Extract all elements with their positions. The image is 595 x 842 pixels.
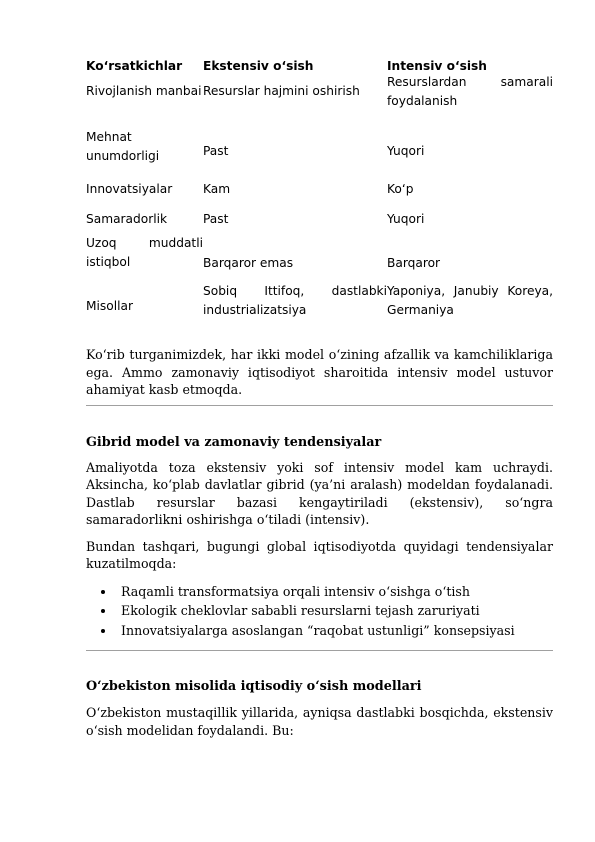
table-cell: [86, 234, 203, 282]
list-item: [86, 621, 553, 641]
list-item: [86, 601, 553, 621]
table-row: [86, 282, 553, 330]
trends-list: [86, 582, 553, 641]
table-row: [86, 204, 553, 234]
list-item-text: Ekologik cheklovlar sababli resurslarni tejash zaruriyati: [121, 603, 480, 618]
table-cell: Barqaror emas: [203, 255, 294, 270]
bullet-icon: [101, 609, 105, 613]
table-cell: [387, 75, 553, 128]
table-cell: [86, 128, 203, 174]
section-title-hybrid: Gibrid model va zamonaviy tendensiyalar: [86, 434, 382, 450]
list-item-text: Raqamli transformatsiya orqali intensiv o‘sishga o‘tish: [121, 583, 470, 599]
paragraph-summary: Ko‘rib turganimizdek, har ikki model o‘zining afzallik va kamchiliklariga ega. Ammo zamonaviy iqtisodiyot sharoitida intensiv model ustuvor ahamiyat kasb etmoqda.: [86, 347, 553, 397]
cell-text: Yaponiya, Janubiy Koreya, Germaniya: [387, 284, 553, 317]
cell-text: Resurslardan samarali foydalanish: [387, 75, 553, 108]
section-title-uzbekistan: O‘zbekiston misolida iqtisodiy o‘sish modellari: [86, 679, 422, 694]
table-header-cell: Ko‘rsatkichlar: [86, 59, 183, 73]
table-cell: [203, 282, 387, 330]
table-cell: Past: [203, 143, 229, 158]
table-cell: [387, 282, 553, 330]
table-cell: Yuqori: [387, 143, 425, 158]
list-item-text: Innovatsiyalarga asoslangan “raqobat ustunligi” konsepsiyasi: [121, 622, 515, 638]
table-header-cell: Intensiv o‘sish: [387, 59, 487, 73]
cell-text: Mehnat unumdorligi: [86, 130, 160, 163]
paragraph-uzbekistan-1: O‘zbekiston mustaqillik yillarida, ayniqsa dastlabki bosqichda, ekstensiv o‘sish modelidan foydalandi. Bu:: [86, 705, 553, 738]
section-divider: [86, 650, 553, 651]
paragraph-hybrid-2: Bundan tashqari, bugungi global iqtisodiyotda quyidagi tendensiyalar kuzatilmoqda:: [86, 538, 553, 571]
table-cell: Rivojlanish manbai: [86, 84, 202, 98]
table-row: [86, 174, 553, 204]
table-row: [86, 234, 553, 282]
table-row: [86, 128, 553, 174]
bullet-icon: [101, 629, 105, 633]
table-cell: Ko‘p: [387, 181, 414, 196]
table-cell: Barqaror: [387, 255, 441, 270]
cell-text: Uzoq muddatli istiqbol: [86, 236, 203, 269]
paragraph-hybrid-1: Amaliyotda toza ekstensiv yoki sof intensiv model kam uchraydi. Aksincha, ko‘plab davlatlar gibrid (ya’ni aralash) modeldan foydalanadi. Dastlab resurslar bazasi kengaytiriladi (ekstensiv), so‘ngra samaradorlikni oshirishga o‘tiladi (intensiv).: [86, 459, 553, 527]
table-cell: Kam: [203, 181, 231, 196]
table-cell: Misollar: [86, 298, 133, 313]
table-row: [86, 81, 553, 128]
comparison-table: [86, 56, 553, 330]
cell-text: Sobiq Ittifoq, dastlabki industrializatsiya: [203, 284, 387, 317]
table-header-cell: Ekstensiv o‘sish: [203, 59, 314, 73]
table-cell: Samaradorlik: [86, 211, 168, 226]
table-cell: Past: [203, 211, 229, 226]
section-divider: [86, 405, 553, 406]
table-cell: Innovatsiyalar: [86, 181, 173, 196]
bullet-icon: [101, 590, 105, 594]
list-item: [86, 582, 553, 602]
document-page: [86, 56, 553, 739]
table-cell: Yuqori: [387, 211, 425, 226]
table-cell: Resurslar hajmini oshirish: [203, 84, 360, 98]
